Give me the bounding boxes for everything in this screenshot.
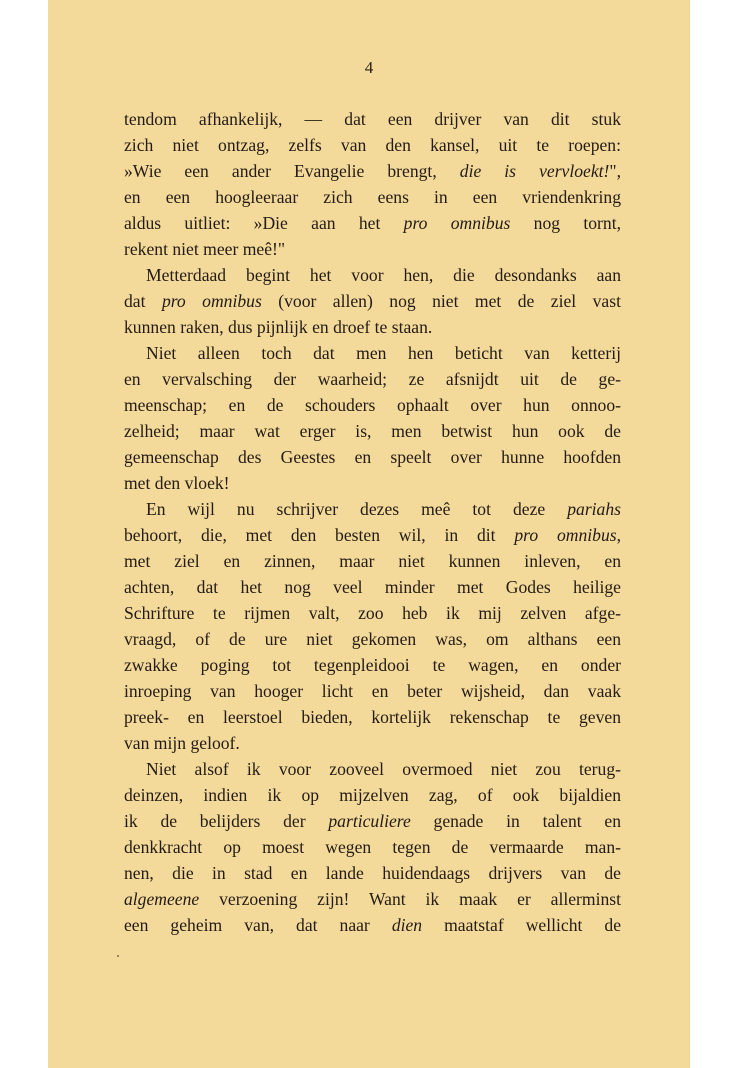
text-segment: zelheid; maar wat erger is, men betwist hun ook de bbox=[124, 421, 621, 441]
italic-segment: pro omnibus bbox=[514, 525, 617, 545]
text-segment: deinzen, indien ik op mijzelven zag, of ook bijaldien bbox=[124, 785, 621, 805]
text-line bbox=[124, 366, 621, 392]
text-segment: maatstaf wellicht de bbox=[422, 915, 621, 935]
text-line bbox=[124, 288, 621, 314]
text-line bbox=[124, 860, 621, 886]
text-segment: van mijn geloof. bbox=[124, 733, 240, 753]
text-line bbox=[124, 418, 621, 444]
text-segment: kunnen raken, dus pijnlijk en droef te staan. bbox=[124, 317, 433, 337]
text-line bbox=[124, 496, 621, 522]
book-page bbox=[48, 0, 690, 1068]
text-line bbox=[124, 314, 621, 340]
italic-segment: algemeene bbox=[124, 889, 200, 909]
text-line bbox=[124, 782, 621, 808]
text-line bbox=[124, 704, 621, 730]
text-segment: denkkracht op moest wegen tegen de vermaarde man- bbox=[124, 837, 621, 857]
text-segment: En wijl nu schrijver dezes meê tot deze bbox=[146, 499, 568, 519]
text-segment: en een hoogleeraar zich eens in een vriendenkring bbox=[124, 187, 621, 207]
text-segment: (voor allen) nog niet met de ziel vast bbox=[261, 291, 621, 311]
text-segment: behoort, die, met den besten wil, in dit bbox=[124, 525, 515, 545]
text-line bbox=[124, 470, 621, 496]
text-segment: tendom afhankelijk, — dat een drijver van dit stuk bbox=[124, 109, 621, 129]
text-line bbox=[124, 158, 621, 184]
text-line bbox=[124, 912, 621, 938]
body-text bbox=[124, 106, 621, 938]
text-segment: vraagd, of de ure niet gekomen was, om althans een bbox=[124, 629, 621, 649]
text-segment: verzoening zijn! Want ik maak er allerminst bbox=[199, 889, 621, 909]
text-segment: achten, dat het nog veel minder met Godes heilige bbox=[124, 577, 621, 597]
text-segment: Schrifture te rijmen valt, zoo heb ik mij zelven afge- bbox=[124, 603, 621, 623]
italic-segment: pariahs bbox=[567, 499, 621, 519]
text-line bbox=[124, 678, 621, 704]
text-line bbox=[124, 210, 621, 236]
text-line bbox=[124, 106, 621, 132]
text-line bbox=[124, 236, 621, 262]
text-line bbox=[124, 808, 621, 834]
text-line bbox=[124, 834, 621, 860]
text-line bbox=[124, 184, 621, 210]
page-number: 4 bbox=[364, 58, 374, 77]
text-line bbox=[124, 392, 621, 418]
text-segment: Metterdaad begint het voor hen, die desondanks aan bbox=[146, 265, 621, 285]
text-segment: Niet alleen toch dat men hen beticht van ketterij bbox=[146, 343, 621, 363]
text-segment: preek- en leerstoel bieden, kortelijk rekenschap te geven bbox=[124, 707, 621, 727]
text-line bbox=[124, 600, 621, 626]
text-segment: ", bbox=[609, 161, 621, 181]
text-line bbox=[124, 756, 621, 782]
text-line bbox=[124, 626, 621, 652]
text-segment: een geheim van, dat naar bbox=[124, 915, 392, 935]
text-segment: nog tornt, bbox=[510, 213, 621, 233]
text-segment: met ziel en zinnen, maar niet kunnen inleven, en bbox=[124, 551, 621, 571]
text-line bbox=[124, 262, 621, 288]
text-segment: genade in talent en bbox=[410, 811, 622, 831]
text-line bbox=[124, 444, 621, 470]
text-segment: , bbox=[616, 525, 621, 545]
italic-segment: die is vervloekt! bbox=[459, 161, 610, 181]
text-segment: zich niet ontzag, zelfs van den kansel, uit te roepen: bbox=[124, 135, 621, 155]
text-line bbox=[124, 340, 621, 366]
text-line bbox=[124, 574, 621, 600]
text-segment: nen, die in stad en lande huidendaags drijvers van de bbox=[124, 863, 621, 883]
text-segment: rekent niet meer meê!" bbox=[124, 239, 286, 259]
text-segment: gemeenschap des Geestes en speelt over hunne hoofden bbox=[124, 447, 621, 467]
text-segment: en vervalsching der waarheid; ze afsnijdt uit de ge- bbox=[124, 369, 621, 389]
text-line bbox=[124, 522, 621, 548]
italic-segment: particuliere bbox=[328, 811, 411, 831]
text-line bbox=[124, 652, 621, 678]
italic-segment: pro omnibus bbox=[403, 213, 511, 233]
italic-segment: dien bbox=[391, 915, 423, 935]
text-line bbox=[124, 548, 621, 574]
text-segment: Niet alsof ik voor zooveel overmoed niet zou terug- bbox=[146, 759, 621, 779]
text-segment: zwakke poging tot tegenpleidooi te wagen, en onder bbox=[124, 655, 621, 675]
text-segment: ik de belijders der bbox=[124, 811, 329, 831]
text-segment: »Wie een ander Evangelie brengt, bbox=[124, 161, 460, 181]
text-segment: meenschap; en de schouders ophaalt over hun onnoo- bbox=[124, 395, 621, 415]
text-line bbox=[124, 730, 621, 756]
paper-speck bbox=[117, 955, 119, 957]
text-line bbox=[124, 886, 621, 912]
text-segment: met den vloek! bbox=[124, 473, 230, 493]
text-line bbox=[124, 132, 621, 158]
text-segment: aldus uitliet: »Die aan het bbox=[124, 213, 404, 233]
text-segment: inroeping van hooger licht en beter wijsheid, dan vaak bbox=[124, 681, 621, 701]
italic-segment: pro omnibus bbox=[161, 291, 262, 311]
text-segment: dat bbox=[124, 291, 162, 311]
